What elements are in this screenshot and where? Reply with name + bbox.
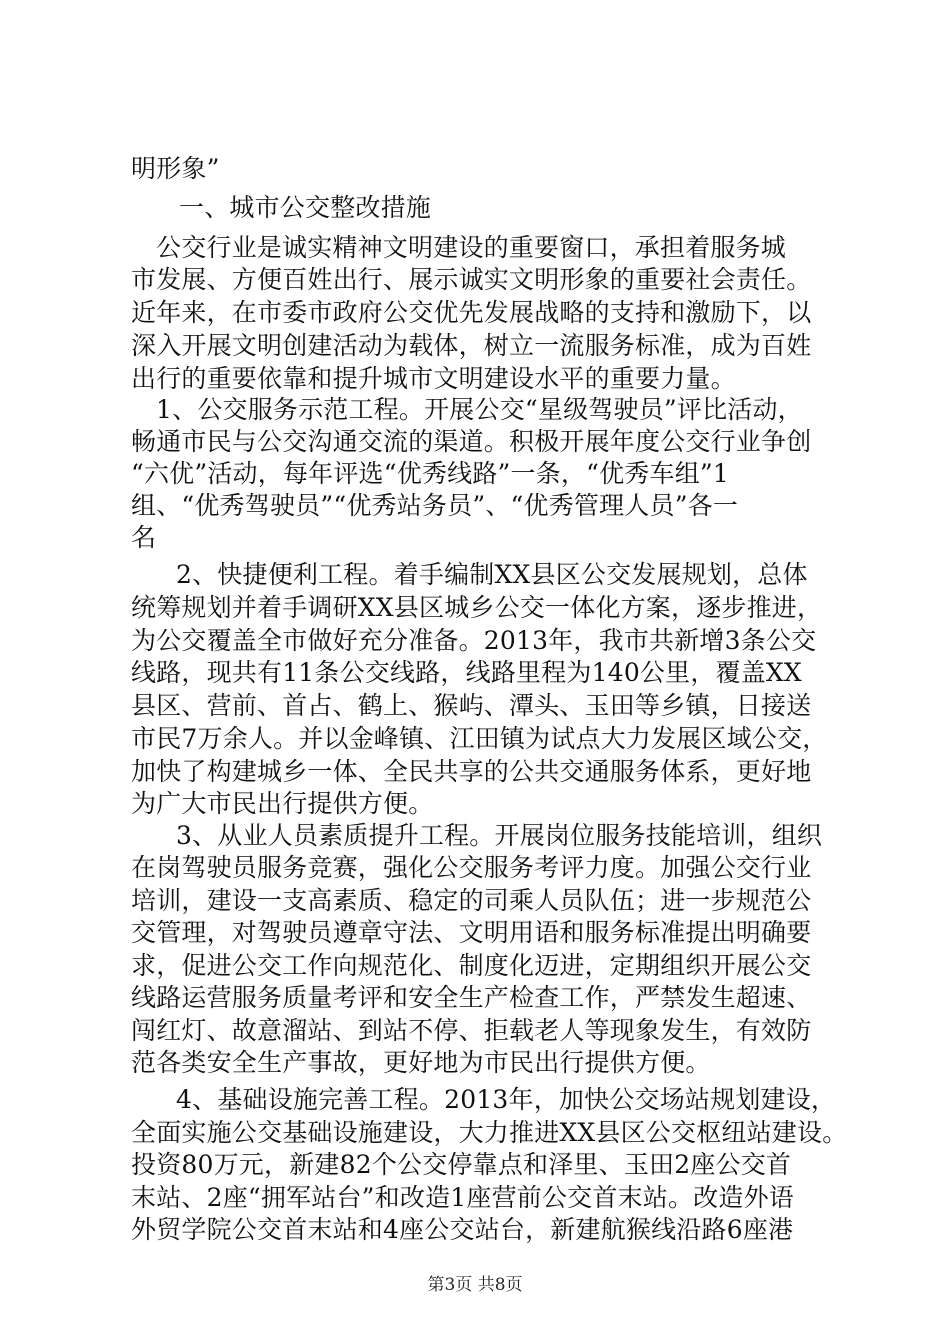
text-line: 统筹规划并着手调研XX县区城乡公交一体化方案，逐步推进， bbox=[131, 593, 823, 622]
text-line: 为广大市民出行提供方便。 bbox=[131, 789, 434, 818]
text-line: 组、“优秀驾驶员”“优秀站务员”、“优秀管理人员”各一 bbox=[131, 491, 739, 520]
text-line: 求，促进公交工作向规范化、制度化迈进，定期组织开展公交 bbox=[131, 951, 812, 980]
text-line: 在岗驾驶员服务竞赛，强化公交服务考评力度。加强公交行业 bbox=[131, 853, 812, 882]
text-line: 外贸学院公交首末站和4座公交站台，新建航猴线沿路6座港 bbox=[131, 1215, 794, 1244]
text-line: 闯红灯、故意溜站、到站不停、拒载老人等现象发生，有效防 bbox=[131, 1016, 812, 1045]
text-line: 范各类安全生产事故，更好地为市民出行提供方便。 bbox=[131, 1048, 711, 1077]
text-line: 交管理，对驾驶员遵章守法、文明用语和服务标准提出明确要 bbox=[131, 918, 812, 947]
text-line: 1、公交服务示范工程。开展公交“星级驾驶员”评比活动， bbox=[156, 395, 803, 424]
text-line: 线路，现共有11条公交线路，线路里程为140公里，覆盖XX bbox=[131, 658, 802, 687]
text-line: 2、快捷便利工程。着手编制XX县区公交发展规划，总体 bbox=[176, 560, 808, 589]
text-line: 市发展、方便百姓出行、展示诚实文明形象的重要社会责任。 bbox=[131, 265, 812, 294]
text-line: “六优”活动，每年评选“优秀线路”一条，“优秀车组”1 bbox=[131, 459, 729, 488]
page-number: 第3页 共8页 bbox=[427, 1275, 523, 1295]
text-line: 明形象” bbox=[131, 154, 220, 183]
text-line: 深入开展文明创建活动为载体，树立一流服务标准，成为百姓 bbox=[131, 331, 812, 360]
text-line: 培训，建设一支高素质、稳定的司乘人员队伍；进一步规范公 bbox=[131, 886, 812, 915]
text-line: 近年来，在市委市政府公交优先发展战略的支持和激励下，以 bbox=[131, 298, 812, 327]
text-line: 全面实施公交基础设施建设，大力推进XX县区公交枢纽站建设。 bbox=[131, 1118, 848, 1147]
text-line: 畅通市民与公交沟通交流的渠道。积极开展年度公交行业争创 bbox=[131, 427, 812, 456]
text-line: 公交行业是诚实精神文明建设的重要窗口，承担着服务城 bbox=[156, 233, 787, 262]
section-heading: 一、城市公交整改措施 bbox=[179, 193, 432, 222]
text-line: 末站、2座“拥军站台”和改造1座营前公交首末站。改造外语 bbox=[131, 1183, 794, 1212]
text-line: 4、基础设施完善工程。2013年，加快公交场站规划建设， bbox=[176, 1085, 837, 1114]
text-line: 加快了构建城乡一体、全民共享的公共交通服务体系，更好地 bbox=[131, 757, 812, 786]
text-line: 为公交覆盖全市做好充分准备。2013年，我市共新增3条公交 bbox=[131, 626, 817, 655]
text-line: 线路运营服务质量考评和安全生产检查工作，严禁发生超速、 bbox=[131, 983, 812, 1012]
text-line: 市民7万余人。并以金峰镇、江田镇为试点大力发展区域公交， bbox=[131, 724, 828, 753]
text-line: 县区、营前、首占、鹤上、猴屿、潭头、玉田等乡镇，日接送 bbox=[131, 691, 812, 720]
text-line: 出行的重要依靠和提升城市文明建设水平的重要力量。 bbox=[131, 364, 736, 393]
text-line: 3、从业人员素质提升工程。开展岗位服务技能培训，组织 bbox=[176, 821, 823, 850]
text-line: 名 bbox=[131, 523, 157, 552]
text-line: 投资80万元，新建82个公交停靠点和泽里、玉田2座公交首 bbox=[131, 1150, 792, 1179]
